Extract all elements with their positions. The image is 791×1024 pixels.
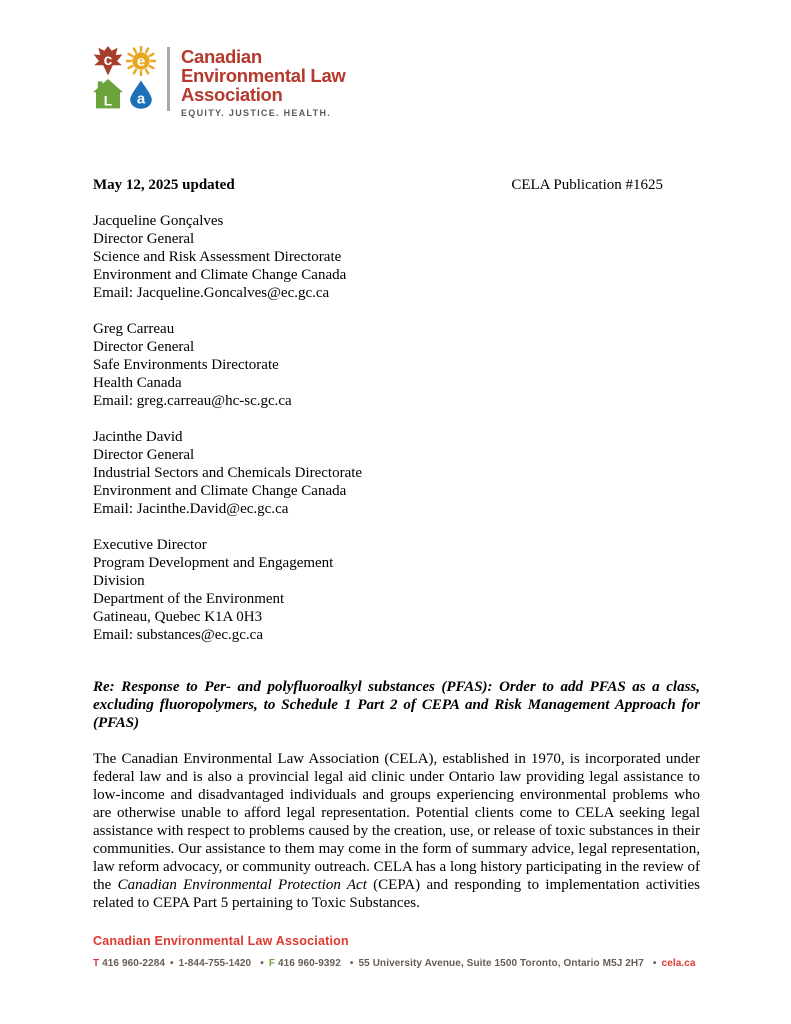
recipient-name: Greg Carreau	[93, 321, 175, 337]
house-letter: L	[103, 93, 113, 109]
maple-leaf-icon	[93, 46, 123, 76]
logo-text	[181, 46, 346, 118]
publication-number: CELA Publication #1625	[511, 177, 663, 193]
recipient-title: Director General	[93, 447, 195, 463]
logo-org-line-2: Environmental Law	[181, 65, 346, 86]
recipient-name: Jacqueline Gonçalves	[93, 213, 224, 229]
recipient-block-2	[93, 320, 700, 410]
bullet-separator: •	[260, 958, 264, 969]
recipient-block-1	[93, 212, 700, 302]
bullet-separator: •	[170, 958, 174, 969]
logo-divider	[167, 47, 170, 111]
house-icon	[93, 79, 123, 109]
website-link: cela.ca	[661, 958, 696, 969]
intro-paragraph	[93, 750, 700, 912]
recipient-department: Environment and Climate Change Canada	[93, 483, 347, 499]
act-title-italic: Canadian Environmental Protection Act	[117, 877, 367, 893]
paragraph-text-end: (CEPA) and responding to implementation activities related to CEPA Part 5 pertaining to Toxic Substances.	[93, 877, 701, 911]
recipient-email: Email: substances@ec.gc.ca	[93, 627, 263, 643]
recipient-title: Director General	[93, 339, 195, 355]
recipient-address: Gatineau, Quebec K1A 0H3	[93, 609, 263, 625]
tollfree-number: 1-844-755-1420	[178, 958, 252, 969]
page	[93, 0, 700, 912]
subject-line: Re: Response to Per- and polyfluoroalkyl substances (PFAS): Order to add PFAS as a class, excluding fluoropolymers, to Schedule 1 Part 2 of CEPA and Risk Management Approach for (PFAS)	[93, 679, 700, 731]
drop-letter: a	[136, 90, 146, 108]
footer-organization: Canadian Environmental Law Association	[93, 934, 349, 948]
water-drop-icon	[126, 79, 156, 109]
recipient-title: Executive Director	[93, 537, 207, 553]
footer-contact-line	[93, 958, 733, 969]
logo-tagline: EQUITY. JUSTICE. HEALTH.	[181, 108, 332, 118]
paragraph-text: The Canadian Environmental Law Association (CELA), established in 1970, is incorporated under federal law and is also a provincial legal aid clinic under Ontario law providing legal assistance to low-income and disadvantaged individuals and groups experiencing environmental problems who are otherwise unable to afford legal representation. Potential clients come to CELA seeking legal assistance with respect to problems caused by the creation, use, or release of toxic substances in their communities. Our assistance to them may come in the form of summary advice, legal representation, law reform advocacy, or community outreach. CELA has a long history participating in the review of the	[93, 751, 700, 893]
bullet-separator: •	[349, 958, 354, 969]
recipient-email: Email: Jacqueline.Goncalves@ec.gc.ca	[93, 285, 330, 301]
leaf-letter: c	[103, 51, 113, 69]
cela-logo	[93, 46, 700, 118]
telephone-label: T	[93, 958, 100, 969]
recipient-directorate: Industrial Sectors and Chemicals Directorate	[93, 465, 363, 481]
recipient-title: Director General	[93, 231, 195, 247]
logo-org-line-1: Canadian	[181, 46, 262, 67]
logo-org-line-3: Association	[181, 84, 283, 105]
date-row	[93, 176, 700, 194]
telephone-number: 416 960-2284	[102, 958, 166, 969]
recipient-department: Department of the Environment	[93, 591, 285, 607]
bullet-separator: •	[652, 958, 657, 969]
page-footer	[93, 934, 733, 969]
recipient-block-4	[93, 536, 700, 644]
recipient-name: Jacinthe David	[93, 429, 183, 445]
letter-body	[93, 176, 700, 912]
recipient-department: Health Canada	[93, 375, 182, 391]
sun-letter: e	[136, 52, 146, 70]
recipient-directorate: Safe Environments Directorate	[93, 357, 279, 373]
street-address: 55 University Avenue, Suite 1500 Toronto, Ontario M5J 2H7	[358, 958, 644, 969]
logo-icon-grid	[93, 46, 156, 109]
recipient-email: Email: greg.carreau@hc-sc.gc.ca	[93, 393, 292, 409]
recipient-directorate: Science and Risk Assessment Directorate	[93, 249, 342, 265]
fax-number: 416 960-9392	[277, 958, 341, 969]
recipient-division-line-2: Division	[93, 573, 145, 589]
recipient-department: Environment and Climate Change Canada	[93, 267, 347, 283]
recipient-email: Email: Jacinthe.David@ec.gc.ca	[93, 501, 289, 517]
fax-label: F	[268, 958, 276, 969]
letter-date: May 12, 2025 updated	[93, 177, 235, 193]
recipient-division-line-1: Program Development and Engagement	[93, 555, 334, 571]
sun-icon	[126, 46, 156, 76]
recipient-block-3	[93, 428, 700, 518]
